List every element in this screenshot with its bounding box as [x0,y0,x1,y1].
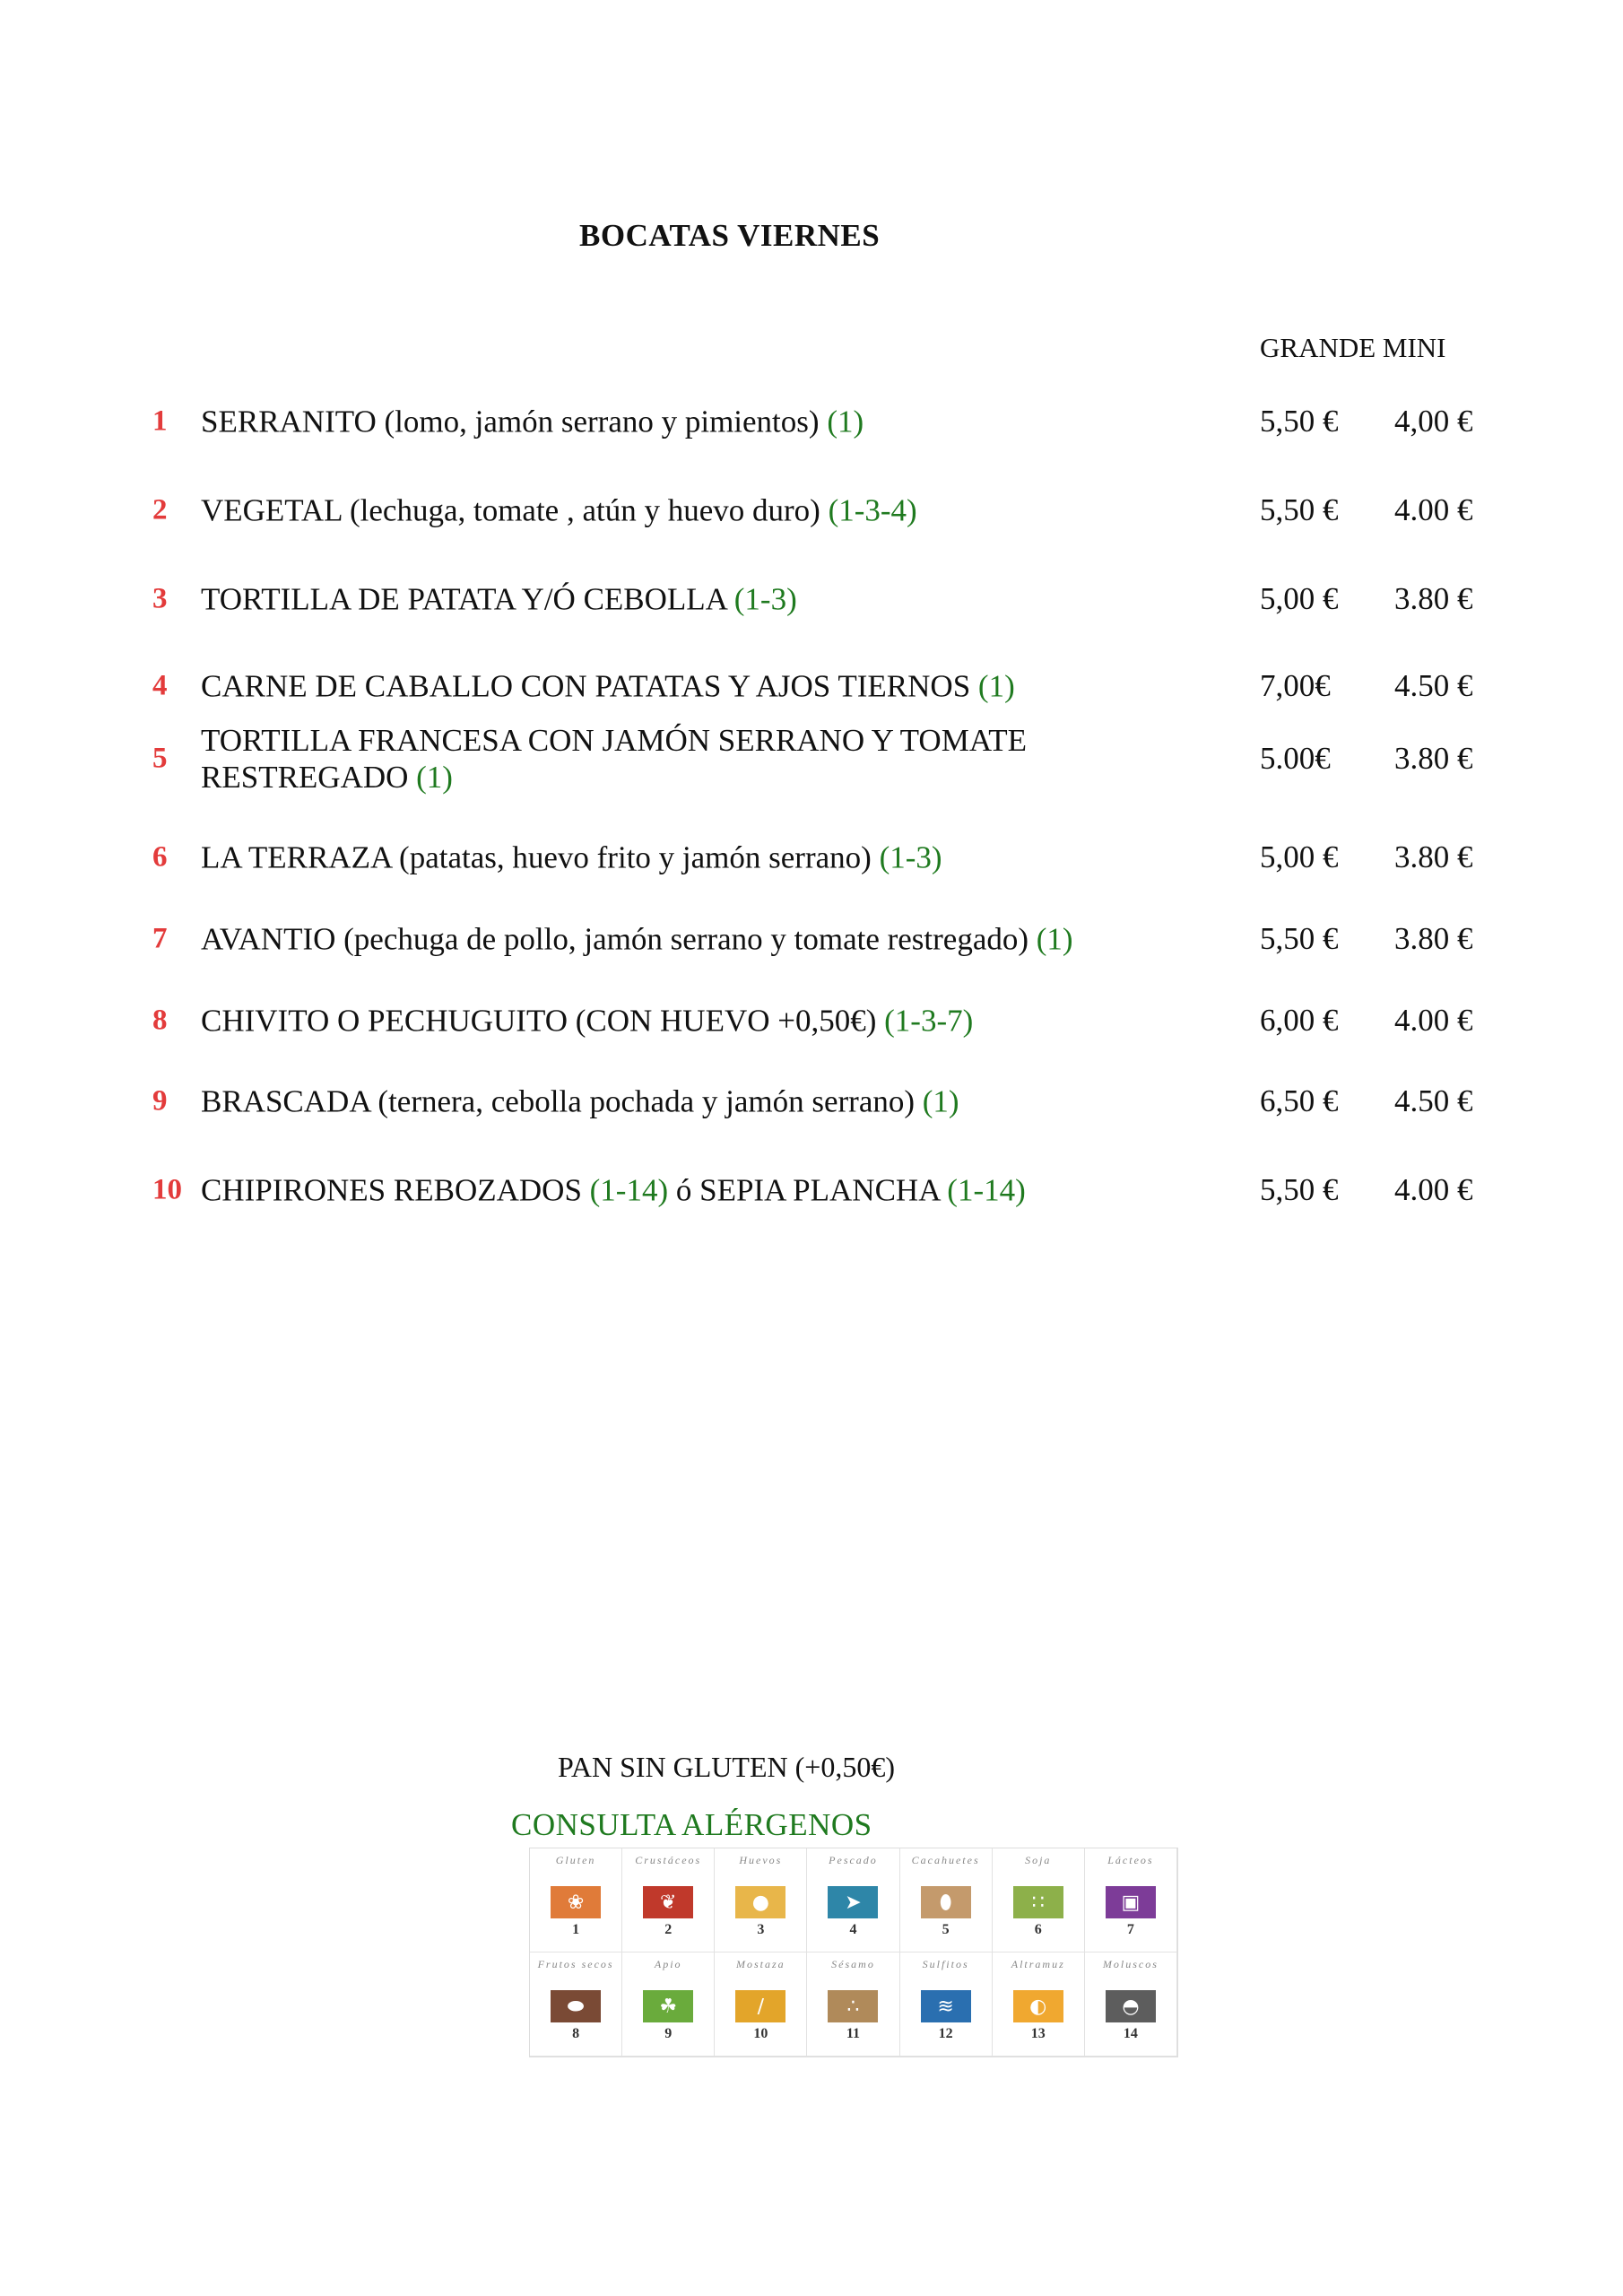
allergen-number: 7 [1126,1922,1134,1937]
item-allergens: (1-3-7) [884,1003,974,1039]
milk-icon: ▣ [1106,1886,1156,1918]
item-description [201,581,1232,618]
fish-icon: ➤ [828,1886,878,1918]
allergen-cell [1085,1848,1177,1952]
price-mini: 3.80 € [1394,741,1473,776]
item-number: 10 [152,1173,182,1206]
price-grande: 5.00€ [1260,741,1331,776]
allergen-number: 1 [572,1922,580,1937]
item-name: TORTILLA DE PATATA Y/Ó CEBOLLA [201,581,727,617]
allergen-name: Moluscos [1102,1958,1159,1970]
item-number: 7 [152,922,168,955]
allergen-number: 10 [753,2026,768,2041]
price-column-header: GRANDE MINI [1260,332,1446,363]
price-grande: 6,00 € [1260,1003,1339,1038]
allergen-legend [529,1848,1178,2057]
menu-item [0,912,1623,966]
page-title: BOCATAS VIERNES [579,218,881,253]
item-allergens: (1-3) [879,839,942,875]
item-allergens: (1) [416,760,453,795]
item-number: 4 [152,669,168,702]
menu-item [0,1163,1623,1217]
shrimp-icon: ❦ [643,1886,693,1918]
price-grande: 5,50 € [1260,492,1339,527]
item-name: CHIVITO O PECHUGUITO (CON HUEVO +0,50€) [201,1003,877,1039]
allergen-cell [807,1848,899,1952]
item-description [201,921,1232,958]
mollusc-icon: ◓ [1106,1990,1156,2022]
item-description [201,1172,1232,1209]
price-mini: 4.00 € [1394,1003,1473,1038]
item-name: LA TERRAZA (patatas, huevo frito y jamón serrano) [201,839,872,875]
menu-item [0,483,1623,537]
egg-icon: ● [735,1886,785,1918]
allergen-name: Cacahuetes [911,1854,980,1866]
item-description [201,404,1232,440]
allergen-name: Gluten [555,1854,596,1866]
item-extra-name: ó SEPIA PLANCHA [675,1172,940,1208]
allergen-name: Frutos secos [537,1958,614,1970]
menu-item [0,723,1623,795]
nuts-icon: ⬬ [551,1990,601,2022]
price-mini: 3.80 € [1394,581,1473,616]
item-name: SERRANITO (lomo, jamón serrano y pimientos) [201,404,820,439]
menu-item [0,994,1623,1048]
allergen-cell [622,1952,715,2057]
price-mini: 4.50 € [1394,668,1473,703]
price-grande: 5,50 € [1260,921,1339,956]
item-allergens: (1) [922,1083,959,1119]
menu-item [0,395,1623,448]
item-description [201,492,1232,529]
allergen-number: 2 [664,1922,673,1937]
allergen-cell [900,1952,993,2057]
item-allergens: (1) [977,668,1015,704]
allergen-cell [1085,1952,1177,2057]
item-description [201,722,1232,796]
price-grande: 5,50 € [1260,404,1339,439]
item-description [201,839,1232,876]
item-allergens: (1) [827,404,864,439]
item-allergens: (1) [1036,921,1073,957]
allergen-number: 4 [849,1922,857,1937]
item-name: VEGETAL (lechuga, tomate , atún y huevo duro) [201,492,820,528]
mustard-icon: ∕ [735,1990,785,2022]
allergen-name: Huevos [739,1854,783,1866]
allergen-cell [993,1848,1085,1952]
allergen-number: 14 [1123,2026,1138,2041]
lupin-icon: ◐ [1013,1990,1063,2022]
wheat-icon: ❀ [551,1886,601,1918]
peanut-icon: ⬮ [921,1886,971,1918]
allergen-number: 5 [942,1922,950,1937]
sulphites-icon: ≋ [921,1990,971,2022]
item-description [201,1083,1232,1120]
allergen-number: 11 [846,2026,861,2041]
item-name: TORTILLA FRANCESA CON JAMÓN SERRANO Y TOMATE RESTREGADO [201,723,1027,795]
item-allergens: (1-3-4) [828,492,917,528]
item-name: BRASCADA (ternera, cebolla pochada y jamón serrano) [201,1083,916,1119]
price-mini: 4,00 € [1394,404,1473,439]
menu-item [0,572,1623,626]
price-mini: 4.00 € [1394,492,1473,527]
price-grande: 5,50 € [1260,1172,1339,1207]
item-number: 1 [152,404,168,438]
allergen-cell [530,1848,622,1952]
menu-item [0,831,1623,884]
allergen-name: Pescado [829,1854,878,1866]
item-number: 9 [152,1084,168,1118]
price-grande: 6,50 € [1260,1083,1339,1118]
item-number: 6 [152,840,168,874]
item-name: CARNE DE CABALLO CON PATATAS Y AJOS TIERNOS [201,668,971,704]
menu-item [0,1074,1623,1128]
item-allergens: (1-14) [589,1172,669,1208]
allergen-number: 6 [1034,1922,1042,1937]
allergen-name: Altramuz [1011,1958,1065,1970]
allergen-number: 12 [938,2026,953,2041]
item-number: 2 [152,493,168,526]
price-mini: 4.00 € [1394,1172,1473,1207]
item-description [201,668,1232,705]
menu-item [0,659,1623,713]
price-mini: 4.50 € [1394,1083,1473,1118]
item-name: CHIPIRONES REBOZADOS [201,1172,582,1208]
item-allergens: (1-3) [733,581,797,617]
item-number: 3 [152,582,168,615]
consult-allergens-heading: CONSULTA ALÉRGENOS [511,1807,872,1842]
allergen-name: Crustáceos [635,1854,702,1866]
allergen-cell [622,1848,715,1952]
allergen-name: Mostaza [736,1958,785,1970]
allergen-number: 8 [572,2026,580,2041]
celery-icon: ☘ [643,1990,693,2022]
allergen-name: Apio [654,1958,682,1970]
sesame-icon: ∴ [828,1990,878,2022]
price-grande: 5,00 € [1260,839,1339,874]
price-mini: 3.80 € [1394,921,1473,956]
price-grande: 5,00 € [1260,581,1339,616]
item-extra-allergens: (1-14) [947,1172,1026,1208]
allergen-cell [807,1952,899,2057]
allergen-cell [900,1848,993,1952]
allergen-name: Lácteos [1107,1854,1154,1866]
item-name: AVANTIO (pechuga de pollo, jamón serrano y tomate restregado) [201,921,1029,957]
item-number: 8 [152,1004,168,1037]
gluten-free-note: PAN SIN GLUTEN (+0,50€) [558,1751,895,1783]
allergen-number: 3 [757,1922,765,1937]
price-mini: 3.80 € [1394,839,1473,874]
allergen-number: 9 [664,2026,673,2041]
allergen-cell [993,1952,1085,2057]
item-description [201,1003,1232,1039]
allergen-cell [530,1952,622,2057]
allergen-name: Soja [1025,1854,1052,1866]
price-grande: 7,00€ [1260,668,1331,703]
allergen-name: Sésamo [831,1958,875,1970]
soy-icon: ∷ [1013,1886,1063,1918]
allergen-cell [715,1952,807,2057]
allergen-number: 13 [1030,2026,1046,2041]
allergen-name: Sulfitos [922,1958,969,1970]
allergen-cell [715,1848,807,1952]
item-number: 5 [152,742,168,775]
